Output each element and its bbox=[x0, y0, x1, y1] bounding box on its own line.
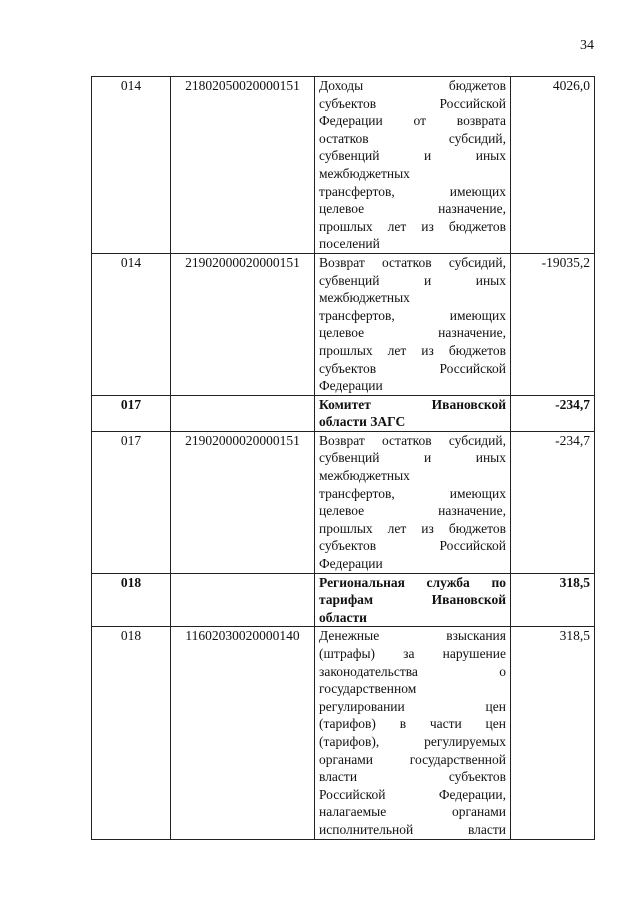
revenue-name-line: Доходы бюджетов bbox=[319, 78, 506, 93]
revenue-name-line: законодательства о bbox=[319, 663, 506, 679]
page-number: 34 bbox=[580, 38, 594, 53]
revenue-name-line: субъектов Российской bbox=[319, 95, 506, 111]
table-row bbox=[92, 77, 595, 254]
revenue-name-line: субвенций и иных bbox=[319, 148, 506, 164]
revenue-name-line: области ЗАГС bbox=[319, 414, 406, 430]
admin-code-cell: 014 bbox=[92, 77, 171, 254]
classification-code-cell: 21802050020000151 bbox=[171, 77, 315, 254]
revenue-name-line: (тарифов), регулируемых bbox=[319, 733, 506, 749]
revenue-name-line: (тарифов) в части цен bbox=[319, 716, 506, 732]
revenue-name-line: Комитет Ивановской bbox=[319, 396, 506, 412]
revenue-name-line: трансфертов, имеющих bbox=[319, 307, 506, 323]
classification-code-cell bbox=[171, 395, 315, 431]
revenue-name-line: субвенций и иных bbox=[319, 450, 506, 466]
revenue-name-line: Федерации bbox=[319, 556, 383, 572]
revenue-name-line: органами государственной bbox=[319, 751, 506, 767]
revenue-name-line: прошлых лет из бюджетов bbox=[319, 218, 506, 234]
revenue-name-line: государственном bbox=[319, 681, 417, 697]
admin-code-cell: 017 bbox=[92, 395, 171, 431]
revenue-name-line: трансфертов, имеющих bbox=[319, 183, 506, 199]
table-row bbox=[92, 395, 595, 431]
revenue-name-line: регулировании цен bbox=[319, 698, 506, 714]
revenue-name-line: трансфертов, имеющих bbox=[319, 485, 506, 501]
revenue-name-line: прошлых лет из бюджетов bbox=[319, 342, 506, 358]
classification-code-cell bbox=[171, 573, 315, 627]
revenue-name-line: поселений bbox=[319, 236, 380, 252]
admin-code-cell: 014 bbox=[92, 253, 171, 395]
table-body bbox=[92, 77, 595, 840]
revenue-name-line: межбюджетных bbox=[319, 290, 410, 306]
revenue-name-line: Федерации от возврата bbox=[319, 113, 506, 129]
admin-code-cell: 017 bbox=[92, 431, 171, 573]
amount-cell: -234,7 bbox=[511, 431, 595, 573]
amount-cell: -19035,2 bbox=[511, 253, 595, 395]
amount-cell: 318,5 bbox=[511, 573, 595, 627]
revenue-name-line: межбюджетных bbox=[319, 165, 410, 181]
revenue-name-line: Федерации bbox=[319, 378, 383, 394]
revenue-name-line: Возврат остатков субсидий, bbox=[319, 254, 506, 270]
revenue-name-line: субъектов Российской bbox=[319, 538, 506, 554]
revenue-name-cell bbox=[315, 431, 511, 573]
revenue-name-line: Российской Федерации, bbox=[319, 786, 506, 802]
table-row bbox=[92, 253, 595, 395]
table-row bbox=[92, 627, 595, 839]
revenue-name-line: прошлых лет из бюджетов bbox=[319, 520, 506, 536]
revenue-name-line: межбюджетных bbox=[319, 468, 410, 484]
classification-code-cell: 21902000020000151 bbox=[171, 253, 315, 395]
revenue-name-line: Региональная служба по bbox=[319, 574, 506, 590]
revenue-name-line: Возврат остатков субсидий, bbox=[319, 432, 506, 448]
revenue-name-cell bbox=[315, 573, 511, 627]
admin-code-cell: 018 bbox=[92, 573, 171, 627]
budget-revenue-table bbox=[91, 76, 595, 840]
admin-code-cell: 018 bbox=[92, 627, 171, 839]
revenue-name-line: области bbox=[319, 609, 367, 625]
revenue-name-line: целевое назначение, bbox=[319, 201, 506, 217]
table-row bbox=[92, 573, 595, 627]
revenue-name-line: целевое назначение, bbox=[319, 503, 506, 519]
revenue-name-line: целевое назначение, bbox=[319, 325, 506, 341]
revenue-name-cell bbox=[315, 253, 511, 395]
amount-cell: -234,7 bbox=[511, 395, 595, 431]
classification-code-cell: 21902000020000151 bbox=[171, 431, 315, 573]
revenue-name-line: Денежные взыскания bbox=[319, 628, 506, 644]
revenue-name-cell bbox=[315, 77, 511, 254]
revenue-name-line: субвенций и иных bbox=[319, 272, 506, 288]
classification-code-cell: 11602030020000140 bbox=[171, 627, 315, 839]
revenue-name-line: остатков субсидий, bbox=[319, 130, 506, 146]
table-row bbox=[92, 431, 595, 573]
revenue-name-line: субъектов Российской bbox=[319, 360, 506, 376]
revenue-name-line: тарифам Ивановской bbox=[319, 592, 506, 608]
revenue-name-line: (штрафы) за нарушение bbox=[319, 646, 506, 661]
amount-cell: 318,5 bbox=[511, 627, 595, 839]
revenue-name-line: налагаемые органами bbox=[319, 804, 506, 820]
revenue-name-line: исполнительной власти bbox=[319, 821, 506, 837]
amount-cell: 4026,0 bbox=[511, 77, 595, 254]
revenue-name-line: власти субъектов bbox=[319, 769, 506, 785]
revenue-name-cell bbox=[315, 627, 511, 839]
revenue-name-cell bbox=[315, 395, 511, 431]
